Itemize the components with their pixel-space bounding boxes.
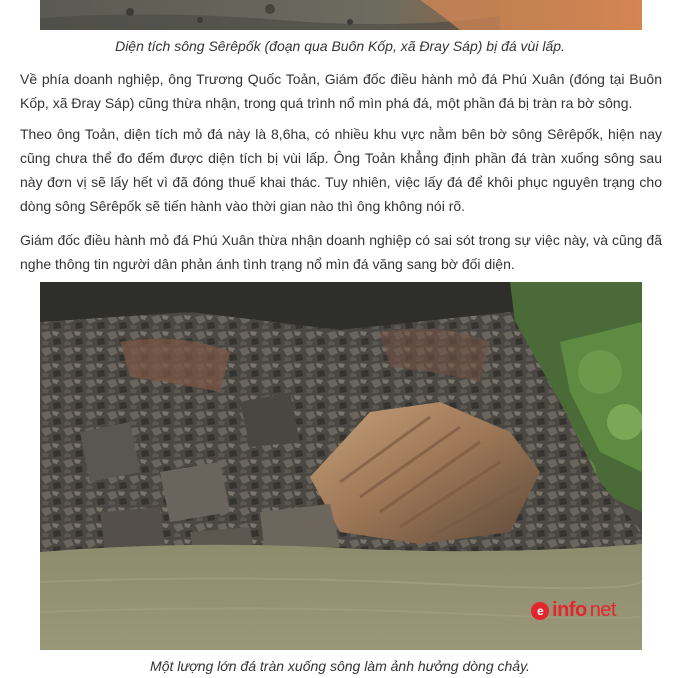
infonet-logo-word: info (552, 599, 587, 621)
paragraph-3: Giám đốc điều hành mỏ đá Phú Xuân thừa nhận doanh nghiệp có sai sót trong sự việc này, và cũng đã nghe thông tin người dân phản ánh tình trạng nổ mìn đá văng sang bờ đối diện. (20, 232, 662, 272)
paragraph-1: Về phía doanh nghiệp, ông Trương Quốc Toản, Giám đốc điều hành mỏ đá Phú Xuân (đóng tại Buôn Kốp, xã Đray Sáp) cũng thừa nhận, trong quá trình nổ mìn phá đá, một phần đá bị tràn ra bờ sông. (20, 71, 662, 111)
infonet-logo-suffix: net (589, 599, 616, 621)
infonet-logo-mark: e (531, 602, 549, 620)
infonet-logo (531, 599, 616, 622)
paragraph-2: Theo ông Toản, diện tích mỏ đá này là 8,6ha, có nhiều khu vực nằm bên bờ sông Sêrêpốk, hiện nay cũng chưa thể đo đếm được diện tích bị vùi lấp. Ông Toản khẳng định phần đá tràn xuống sông sau này đơn vị sẽ lấy hết vì đã đóng thuế khai thác. Tuy nhiên, việc lấy đá để khôi phục nguyên trạng cho dòng sông Sêrêpốk sẽ tiến hành vào thời gian nào thì ông không nói rõ. (20, 126, 662, 214)
top-photo (40, 0, 642, 30)
top-photo-caption: Diện tích sông Sêrêpốk (đoạn qua Buôn Kốp, xã Đray Sáp) bị đá vùi lấp. (115, 38, 565, 54)
rockfall-river-photo (40, 282, 642, 650)
bottom-photo-caption: Một lượng lớn đá tràn xuống sông làm ảnh hưởng dòng chảy. (150, 658, 530, 674)
